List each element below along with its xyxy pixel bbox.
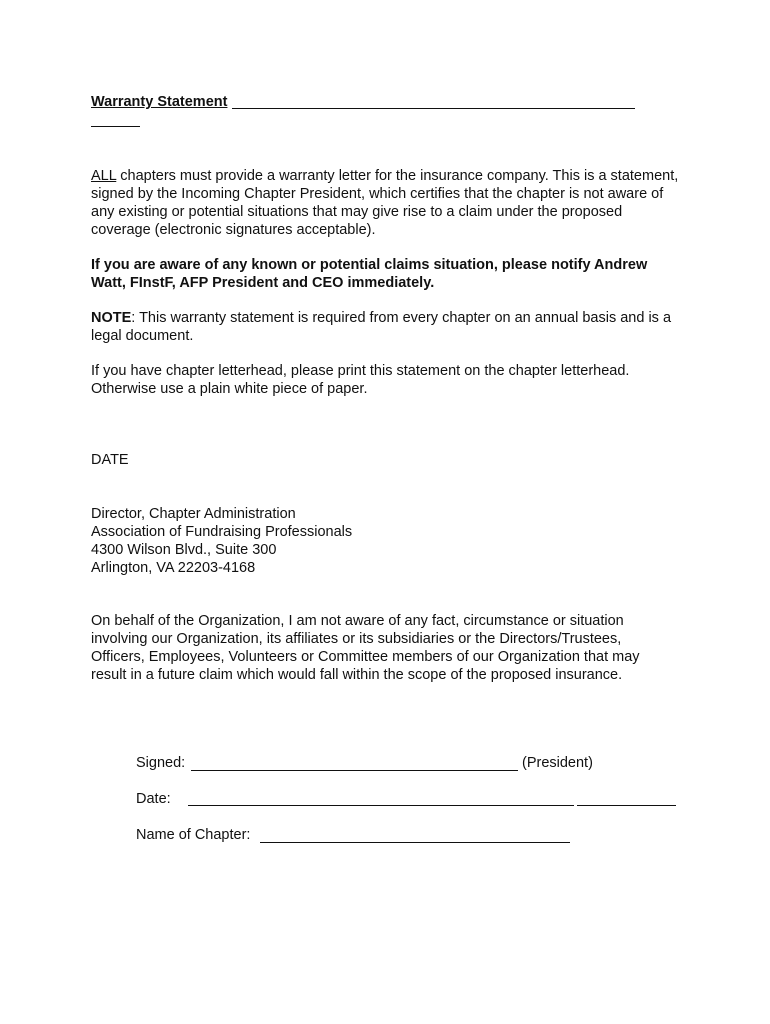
document-title: Warranty Statement — [91, 94, 228, 110]
address-line: Arlington, VA 22203-4168 — [91, 560, 256, 576]
title-underline-continuation — [91, 126, 140, 127]
signature-line[interactable] — [191, 770, 518, 771]
address-block — [91, 505, 352, 577]
intro-text: chapters must provide a warranty letter for the insurance company. This is a statement, signed by the Incoming Chapter President, which certifies that the chapter is not aware of any existing or potential situations that may give rise to a claim under the proposed coverage (electronic signatures acceptable). — [91, 168, 679, 238]
address-line: Association of Fundraising Professionals — [91, 524, 353, 540]
notify-notice: If you are aware of any known or potential claims situation, please notify Andrew Watt, FInstF, AFP President and CEO immediately. — [91, 257, 648, 291]
intro-paragraph — [91, 167, 683, 239]
chapter-name-line[interactable] — [260, 842, 570, 843]
sign-date-line[interactable] — [188, 805, 574, 806]
chapter-name-label: Name of Chapter: — [136, 827, 251, 843]
letterhead-paragraph: If you have chapter letterhead, please print this statement on the chapter letterhead. Otherwise use a plain white piece of paper. — [91, 363, 630, 397]
note-label: NOTE — [91, 310, 132, 326]
address-line: 4300 Wilson Blvd., Suite 300 — [91, 542, 277, 558]
sign-date-line-extension[interactable] — [577, 805, 676, 806]
intro-all-word: ALL — [91, 168, 117, 184]
sign-date-label: Date: — [136, 791, 171, 807]
title-underline — [232, 108, 635, 109]
note-text: : This warranty statement is required from every chapter on an annual basis and is a legal document. — [91, 310, 672, 344]
date-heading: DATE — [91, 452, 129, 468]
signed-suffix: (President) — [522, 755, 593, 771]
declaration-paragraph: On behalf of the Organization, I am not aware of any fact, circumstance or situation involving our Organization, its affiliates or its subsidiaries or the Directors/Trustees, Officers, Employees, Volunteers or Committee members of our Organization that may result in a future claim which would fall within the scope of the proposed insurance. — [91, 613, 640, 683]
address-line: Director, Chapter Administration — [91, 506, 296, 522]
note-paragraph — [91, 309, 681, 345]
signed-label: Signed: — [136, 755, 186, 771]
